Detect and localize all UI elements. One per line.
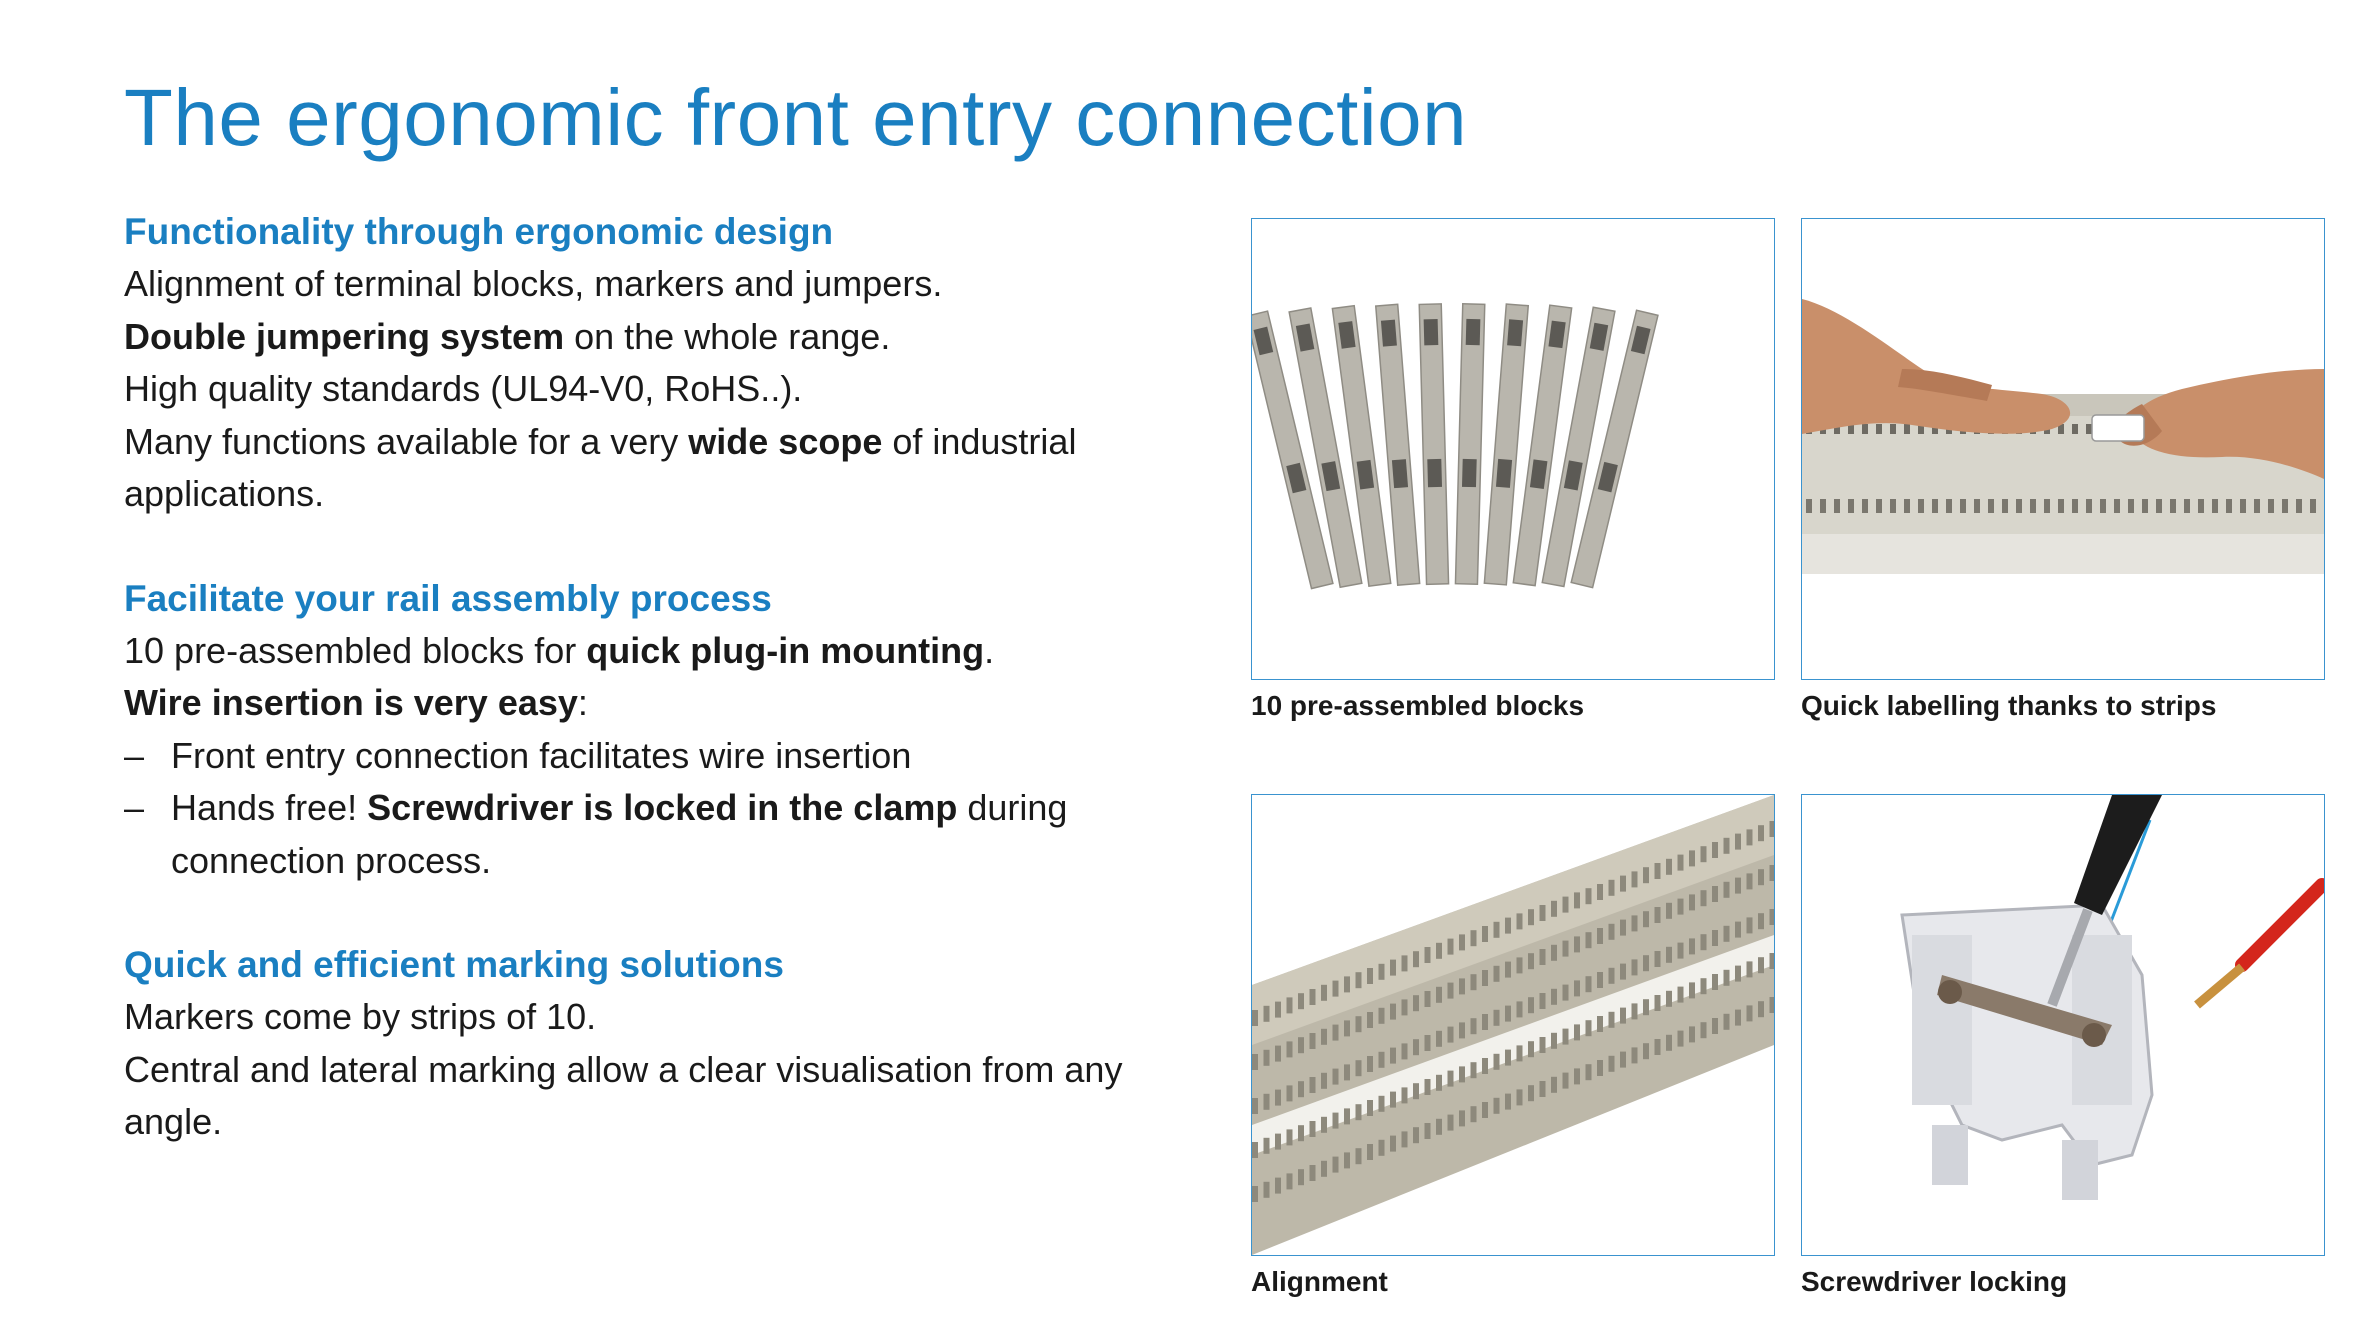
- labelling-hands-icon: [1802, 219, 2324, 679]
- figure-caption: Alignment: [1251, 1266, 1388, 1297]
- paragraph-line: Alignment of terminal blocks, markers and jumpers.: [124, 263, 943, 304]
- figure-screwdriver-locking: [1801, 794, 2325, 1298]
- section-heading: Quick and efficient marking solutions: [124, 944, 784, 985]
- text-column: [124, 206, 1194, 1201]
- figure-caption: Screwdriver locking: [1801, 1266, 2068, 1297]
- paragraph-line: Double jumpering system on the whole range.: [124, 315, 891, 357]
- screwdriver-clamp-image: [1801, 794, 2325, 1256]
- section-ergonomic-design: [124, 206, 1194, 521]
- terminal-blocks-image: [1251, 218, 1775, 680]
- figure-caption: Quick labelling thanks to strips: [1801, 690, 2217, 721]
- screwdriver-clamp-icon: [1802, 795, 2324, 1255]
- figure-pre-assembled: [1251, 218, 1775, 722]
- section-heading: Facilitate your rail assembly process: [124, 577, 772, 619]
- figure-alignment: [1251, 794, 1775, 1298]
- figure-caption: 10 pre-assembled blocks: [1251, 690, 1585, 721]
- section-rail-assembly: [124, 573, 1194, 888]
- paragraph-line: 10 pre-assembled blocks for quick plug-in mounting.: [124, 629, 995, 671]
- page-title: The ergonomic front entry connection: [124, 72, 1468, 162]
- aligned-rail-icon: [1252, 795, 1774, 1255]
- section-heading: Functionality through ergonomic design: [124, 211, 834, 252]
- figure-quick-labelling: [1801, 218, 2325, 722]
- dash-marker: –: [124, 787, 145, 828]
- paragraph-line: Central and lateral marking allow a clear visualisation from any angle.: [124, 1048, 1123, 1142]
- terminal-blocks-icon: [1252, 219, 1774, 679]
- paragraph-line: Many functions available for a very wide scope of industrial applications.: [124, 420, 1077, 514]
- labelling-hands-image: [1801, 218, 2325, 680]
- bullet-item: – Hands free! Screwdriver is locked in the clamp during connection process.: [124, 782, 1194, 887]
- paragraph-line: Wire insertion is very easy:: [124, 682, 588, 723]
- section-marking: [124, 939, 1194, 1149]
- paragraph-line: Markers come by strips of 10.: [124, 996, 597, 1037]
- paragraph-line: High quality standards (UL94-V0, RoHS..).: [124, 368, 803, 409]
- aligned-rail-image: [1251, 794, 1775, 1256]
- bullet-item: – Front entry connection facilitates wire insertion: [124, 730, 1194, 783]
- dash-marker: –: [124, 734, 145, 776]
